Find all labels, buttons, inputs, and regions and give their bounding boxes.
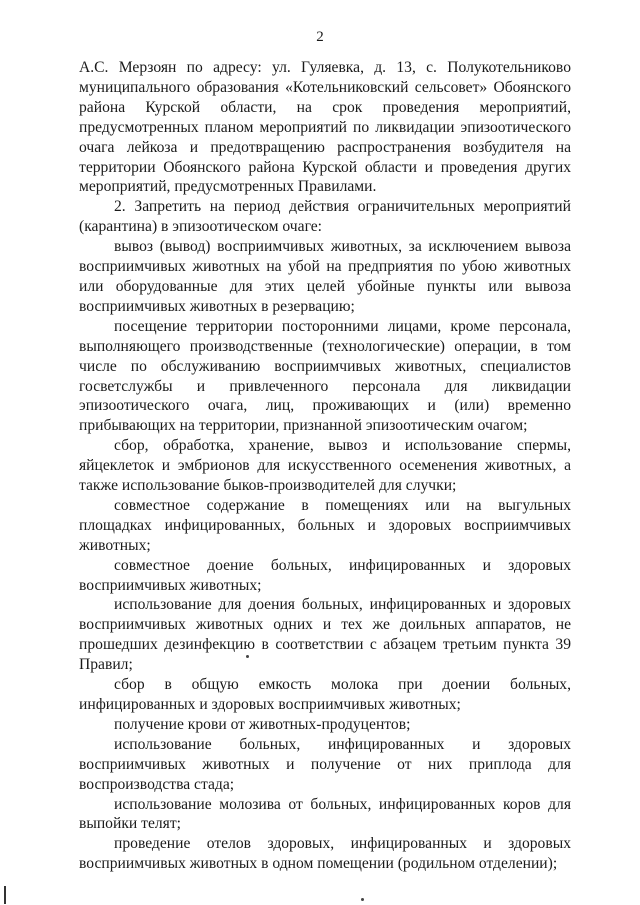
scan-speck [361, 898, 364, 901]
paragraph-colostrum-ban: использование молозива от больных, инфицированных коров для выпойки телят; [79, 795, 571, 833]
paragraph-blood-ban: получение крови от животных-продуцентов; [114, 715, 411, 733]
scan-edge-mark [4, 886, 6, 904]
paragraph-sperm-ban: сбор, обработка, хранение, вывоз и использование спермы, яйцеклеток и эмбрионов для искусственного осеменения животных, а также использование быков-производителей для случки; [79, 437, 571, 495]
paragraph-item-2: 2. Запретить на период действия ограничительных мероприятий (карантина) в эпизоотическом очаге: [79, 198, 571, 236]
paragraph-milk-collection-ban: сбор в общую емкость молока при доении больных, инфицированных и здоровых восприимчивых животных; [79, 676, 571, 713]
paragraph-breeding-ban: использование больных, инфицированных и здоровых восприимчивых животных и получение от них приплода для воспроизводства стада; [79, 735, 571, 793]
paragraph-joint-milking-ban: совместное доение больных, инфицированных и здоровых восприимчивых животных; [79, 556, 571, 594]
paragraph-removal-ban: вывоз (вывод) восприимчивых животных, за исключением вывоза восприимчивых животных на убой на предприятия по убою животных или оборудованные для этих целей убойные пункты или вывоза восприимчивых животных в резервацию; [79, 238, 571, 315]
page-number: 2 [316, 29, 324, 45]
paragraph-calving-ban: проведение отелов здоровых, инфицированных и здоровых восприимчивых животных в одном помещении (родильном отделении); [79, 835, 571, 873]
paragraph-continuation: А.С. Мерзоян по адресу: ул. Гуляевка, д. 13, с. Полукотельниково муниципального образования «Котельниковский сельсовет» Обоянского района Курской области, на срок проведения мероприятий, предусмотренных планом мероприятий по ликвидации эпизоотического очага лейкоза и предотвращению распространения возбудителя на территории Обоянского района Курской области и проведения других мероприятий, предусмотренных Правилами. [79, 59, 571, 196]
paragraph-joint-keeping-ban: совместное содержание в помещениях или на выгульных площадках инфицированных, больных и здоровых восприимчивых животных; [79, 496, 571, 554]
paragraph-visit-ban: посещение территории посторонними лицами, кроме персонала, выполняющего производственные (технологические) операции, в том числе по обслуживанию восприимчивых животных, специалистов госветслужбы и привлеченного персонала для ликвидации эпизоотического очага, лиц, проживающих и (или) временно прибывающих на территории, признанной эпизоотическим очагом; [79, 317, 571, 435]
paragraph-milking-machines-ban: использование для доения больных, инфицированных и здоровых восприимчивых животных одних и тех же доильных аппаратов, не прошедших дезинфекцию в соответствии с абзацем третьим пункта 39 Правил; [79, 596, 571, 674]
document-body [79, 58, 571, 874]
scan-speck [246, 655, 249, 658]
